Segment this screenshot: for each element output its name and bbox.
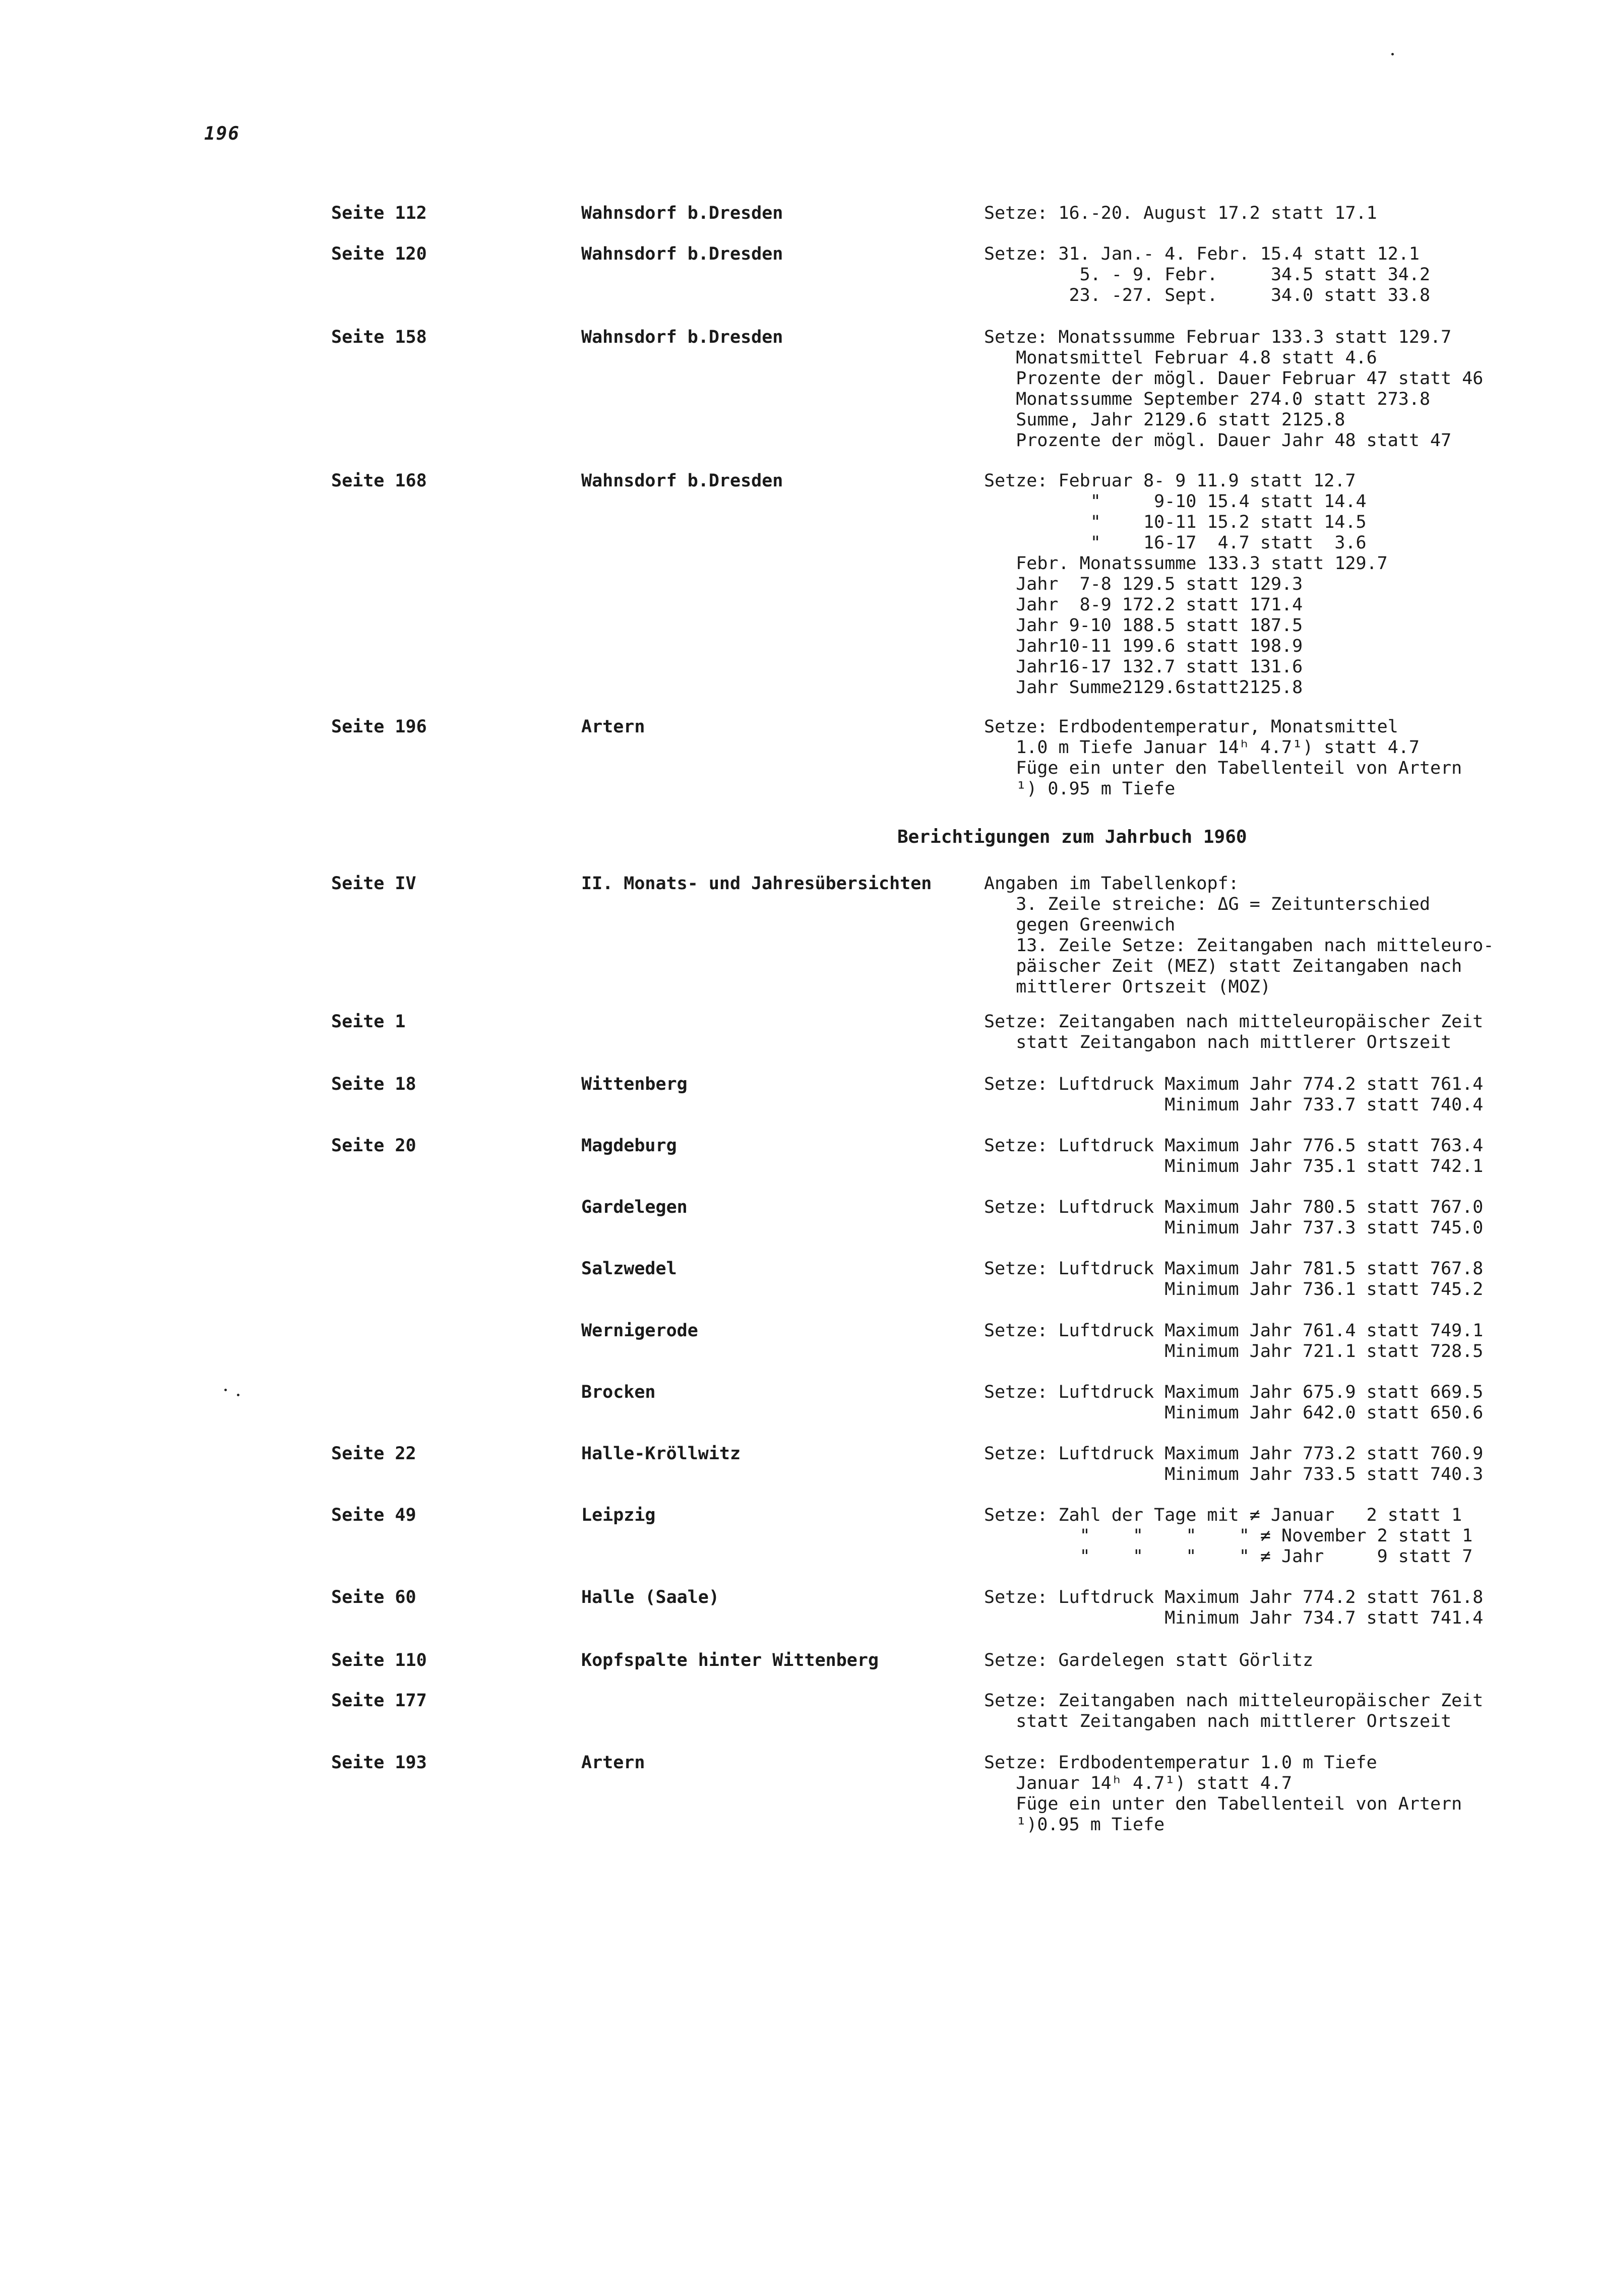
page-ref: Seite 49 (331, 1505, 416, 1525)
page-ref: Seite 120 (331, 244, 427, 264)
station-name: Halle-Kröllwitz (581, 1444, 741, 1464)
correction-text: Setze: Zeitangaben nach mitteleuropäischer Zeit statt Zeitangaben nach mittlerer Ortszeit (984, 1691, 1484, 1731)
correction-text: Setze: Luftdruck Maximum Jahr 675.9 statt 669.5 Minimum Jahr 642.0 statt 650.6 (984, 1382, 1484, 1423)
correction-text: Setze: Luftdruck Maximum Jahr 781.5 statt 767.8 Minimum Jahr 736.1 statt 745.2 (984, 1259, 1484, 1299)
page-ref: Seite 112 (331, 203, 427, 223)
correction-text: Setze: Luftdruck Maximum Jahr 761.4 statt 749.1 Minimum Jahr 721.1 statt 728.5 (984, 1321, 1484, 1361)
station-name: Wahnsdorf b.Dresden (581, 244, 783, 264)
station-name: II. Monats- und Jahresübersichten (581, 874, 932, 894)
correction-text: Setze: Gardelegen statt Görlitz (984, 1650, 1314, 1670)
station-name: Wahnsdorf b.Dresden (581, 203, 783, 223)
correction-text: Setze: Luftdruck Maximum Jahr 780.5 statt 767.0 Minimum Jahr 737.3 statt 745.0 (984, 1197, 1484, 1238)
scan-speck (1391, 53, 1394, 55)
station-name: Salzwedel (581, 1259, 677, 1279)
correction-text: Setze: Erdbodentemperatur, Monatsmittel 1.0 m Tiefe Januar 14ʰ 4.7¹) statt 4.7 Füge ein unter den Tabellenteil von Artern ¹) 0.95 m Tiefe (984, 717, 1462, 799)
correction-text: Setze: Luftdruck Maximum Jahr 774.2 statt 761.8 Minimum Jahr 734.7 statt 741.4 (984, 1587, 1484, 1628)
station-name: Halle (Saale) (581, 1587, 719, 1607)
page-ref: Seite 22 (331, 1444, 416, 1464)
section-heading: Berichtigungen zum Jahrbuch 1960 (897, 827, 1247, 847)
correction-text: Setze: 31. Jan.- 4. Febr. 15.4 statt 12.1 5. - 9. Febr. 34.5 statt 34.2 23. -27. Sept. 34.0 statt 33.8 (984, 244, 1431, 305)
station-name: Wahnsdorf b.Dresden (581, 471, 783, 491)
correction-text: Setze: Luftdruck Maximum Jahr 774.2 statt 761.4 Minimum Jahr 733.7 statt 740.4 (984, 1074, 1484, 1115)
station-name: Wittenberg (581, 1074, 688, 1094)
page-ref: Seite IV (331, 874, 416, 894)
correction-text: Setze: Luftdruck Maximum Jahr 773.2 statt 760.9 Minimum Jahr 733.5 statt 740.3 (984, 1444, 1484, 1484)
page-ref: Seite 193 (331, 1753, 427, 1773)
station-name: Kopfspalte hinter Wittenberg (581, 1650, 879, 1670)
correction-text: Setze: Zeitangaben nach mitteleuropäischer Zeit statt Zeitangabon nach mittlerer Ortszeit (984, 1012, 1484, 1052)
station-name: Brocken (581, 1382, 656, 1402)
page-ref: Seite 60 (331, 1587, 416, 1607)
page-number: 196 (204, 123, 240, 144)
page-ref: Seite 110 (331, 1650, 427, 1670)
page-ref: Seite 158 (331, 327, 427, 347)
page-ref: Seite 168 (331, 471, 427, 491)
page-ref: Seite 20 (331, 1136, 416, 1156)
station-name: Magdeburg (581, 1136, 677, 1156)
station-name: Wernigerode (581, 1321, 698, 1341)
scan-speck (237, 1394, 239, 1396)
page-ref: Seite 177 (331, 1691, 427, 1711)
station-name: Artern (581, 717, 645, 737)
correction-text: Setze: Februar 8- 9 11.9 statt 12.7 " 9-10 15.4 statt 14.4 " 10-11 15.2 statt 14.5 " 16-17 4.7 statt 3.6 Febr. Monatssumme 133.3 statt 129.7 Jahr 7-8 129.5 statt 129.3 Jahr 8-9 172.2 statt 171.4 Jahr 9-10 188.5 statt 187.5 Jahr10-11 199.6 statt 198.9 Jahr16-17 132.7 statt 131.6 Jahr Summe2129.6statt2125.8 (984, 471, 1388, 698)
station-name: Artern (581, 1753, 645, 1773)
correction-text: Setze: 16.-20. August 17.2 statt 17.1 (984, 203, 1377, 223)
page-ref: Seite 196 (331, 717, 427, 737)
station-name: Wahnsdorf b.Dresden (581, 327, 783, 347)
station-name: Gardelegen (581, 1197, 688, 1217)
page-ref: Seite 1 (331, 1012, 406, 1032)
station-name: Leipzig (581, 1505, 656, 1525)
scan-speck (224, 1389, 227, 1391)
correction-text: Setze: Zahl der Tage mit ≠ Januar 2 statt 1 " " " " ≠ November 2 statt 1 " " " " ≠ Jahr 9 statt 7 (984, 1505, 1473, 1567)
correction-text: Angaben im Tabellenkopf: 3. Zeile streiche: ΔG = Zeitunterschied gegen Greenwich 13. Zeile Setze: Zeitangaben nach mitteleuro- päischer Zeit (MEZ) statt Zeitangaben nach mittlerer Ortszeit (MOZ) (984, 874, 1494, 997)
page-ref: Seite 18 (331, 1074, 416, 1094)
correction-text: Setze: Erdbodentemperatur 1.0 m Tiefe Januar 14ʰ 4.7¹) statt 4.7 Füge ein unter den Tabellenteil von Artern ¹)0.95 m Tiefe (984, 1753, 1462, 1835)
correction-text: Setze: Monatssumme Februar 133.3 statt 129.7 Monatsmittel Februar 4.8 statt 4.6 Prozente der mögl. Dauer Februar 47 statt 46 Monatssumme September 274.0 statt 273.8 Summe, Jahr 2129.6 statt 2125.8 Prozente der mögl. Dauer Jahr 48 statt 47 (984, 327, 1484, 451)
correction-text: Setze: Luftdruck Maximum Jahr 776.5 statt 763.4 Minimum Jahr 735.1 statt 742.1 (984, 1136, 1484, 1176)
